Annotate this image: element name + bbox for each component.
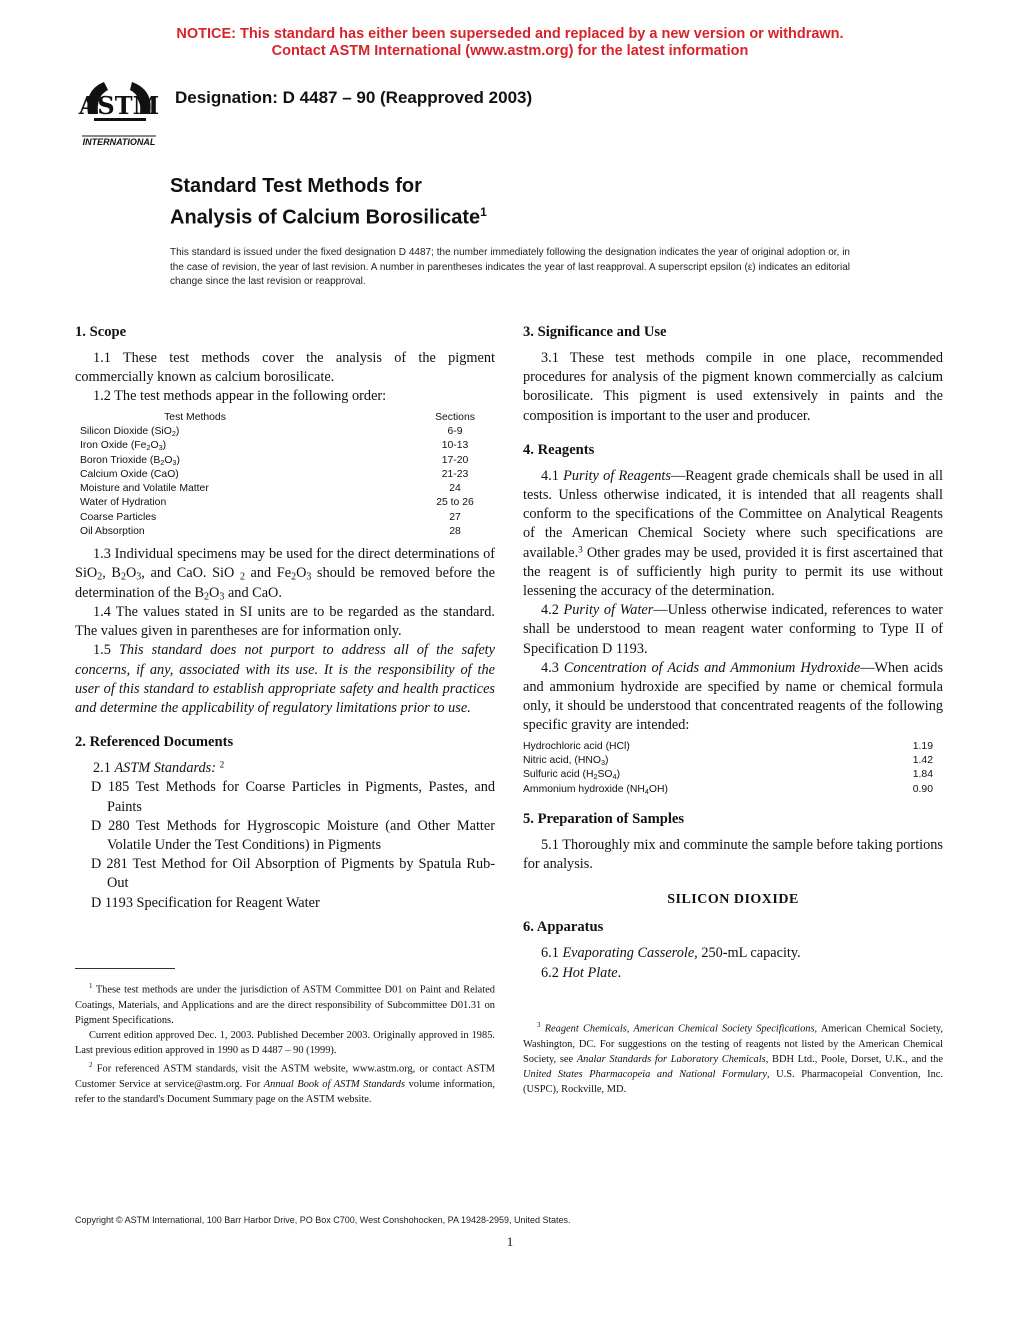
para-text: —When acids and ammonium hydroxide are specified by name or chemical formula only, it should be understood that concentrated reagents of the following specific gravity are intended: bbox=[523, 659, 944, 734]
method-sections: 27 bbox=[449, 511, 461, 523]
footnote-mark: 3 bbox=[578, 544, 583, 555]
reagent-name-mid: SO bbox=[597, 769, 613, 781]
para-title: Evaporating Casserole bbox=[562, 945, 695, 962]
reference-item: D 185 Test Methods for Coarse Particles in Pigments, Pastes, and Paints bbox=[91, 779, 495, 815]
text-run: O bbox=[209, 584, 220, 601]
method-sections: 21-23 bbox=[441, 468, 469, 480]
table-row bbox=[75, 454, 495, 468]
reagents-heading: 4. Reagents bbox=[523, 441, 595, 458]
para-2-1 bbox=[75, 759, 495, 778]
table-row bbox=[523, 783, 943, 797]
method-sections: 24 bbox=[449, 483, 461, 495]
method-sections: 28 bbox=[449, 525, 461, 537]
subscript: 2 bbox=[239, 571, 245, 583]
subscript: 4 bbox=[644, 786, 649, 796]
method-name: Oil Absorption bbox=[80, 525, 145, 537]
subscript: 2 bbox=[593, 772, 598, 782]
subscript: 3 bbox=[172, 457, 177, 467]
specific-gravity: 0.90 bbox=[912, 783, 933, 795]
footnote-text: For referenced ASTM standards, visit the ASTM website, www.astm.org, or contact ASTM Customer Service at service@astm.org. For bbox=[75, 1063, 495, 1091]
footnote-italic: United States Pharmacopeia and National Formulary bbox=[523, 1069, 768, 1081]
footnote-text: , BDH Ltd., Poole, Dorset, U.K., and the bbox=[765, 1053, 943, 1065]
method-name: Calcium Oxide (CaO) bbox=[80, 468, 179, 480]
withdrawn-notice bbox=[0, 26, 1020, 60]
specific-gravity: 1.84 bbox=[912, 769, 933, 781]
para-number: 4.3 bbox=[541, 659, 564, 676]
text-run: , and CaO. SiO bbox=[141, 565, 240, 582]
specific-gravity: 1.19 bbox=[912, 740, 933, 752]
subscript: 3 bbox=[600, 757, 605, 767]
para-number: 4.2 bbox=[541, 602, 564, 619]
text-run: , B bbox=[102, 565, 121, 582]
table-header-methods: Test Methods bbox=[164, 411, 226, 423]
astm-logo bbox=[74, 70, 164, 150]
method-sections: 10-13 bbox=[441, 440, 469, 452]
para-title: Concentration of Acids and Ammonium Hydroxide bbox=[563, 659, 861, 676]
footnote-text: , American Chemical Society, Washington, DC. For suggestions on the testing of reagents not listed by the American Chemical Society, see bbox=[523, 1023, 943, 1065]
text-run: and CaO. bbox=[224, 584, 282, 601]
footnote-italic: Annual Book of ASTM Standards bbox=[263, 1079, 406, 1091]
title-line-2 bbox=[170, 199, 487, 231]
para-title: Purity of Reagents bbox=[563, 467, 671, 484]
subscript: 2 bbox=[146, 443, 151, 453]
test-methods-table bbox=[75, 411, 495, 540]
footnote-2 bbox=[75, 1058, 495, 1107]
para-text: —Unless otherwise indicated, references to water shall be understood to mean reagent water conforming to Type II of Specification D 1193. bbox=[523, 602, 943, 657]
table-row bbox=[75, 496, 495, 510]
para-title: Purity of Water bbox=[563, 602, 654, 619]
method-name-mid: O bbox=[150, 440, 159, 452]
method-sections: 17-20 bbox=[441, 454, 469, 466]
logo-subtitle: INTERNATIONAL bbox=[82, 137, 156, 147]
apparatus-heading: 6. Apparatus bbox=[523, 919, 604, 936]
subscript: 3 bbox=[219, 591, 225, 603]
title-line-1: Standard Test Methods for bbox=[170, 175, 422, 197]
astm-logo-icon bbox=[74, 70, 164, 150]
text-run: should be removed before the determination of the B bbox=[75, 565, 496, 601]
footnote-right bbox=[523, 1018, 943, 1097]
para-1-2: 1.2 The test methods appear in the following order: bbox=[93, 388, 387, 405]
subscript: 3 bbox=[306, 571, 312, 583]
table-row bbox=[523, 740, 943, 754]
silicon-dioxide-heading: SILICON DIOXIDE bbox=[667, 892, 799, 908]
method-name: Moisture and Volatile Matter bbox=[80, 483, 209, 495]
subscript: 3 bbox=[136, 571, 142, 583]
document-title bbox=[170, 173, 487, 231]
footnote-mark: 3 bbox=[537, 1021, 541, 1029]
reagent-name-end: ) bbox=[616, 769, 621, 781]
scope-heading: 1. Scope bbox=[75, 324, 127, 340]
subscript: 2 bbox=[120, 571, 126, 583]
table-header-row bbox=[75, 411, 495, 425]
referenced-heading: 2. Referenced Documents bbox=[75, 734, 234, 751]
para-1-1: 1.1 These test methods cover the analysis of the pigment commercially known as calcium borosilicate. bbox=[75, 350, 495, 386]
method-name-end: ) bbox=[162, 440, 167, 452]
method-name-end: ) bbox=[176, 454, 180, 466]
reference-item: D 1193 Specification for Reagent Water bbox=[91, 894, 320, 911]
para-6-1 bbox=[523, 944, 943, 963]
subscript: 2 bbox=[204, 591, 210, 603]
table-row bbox=[75, 439, 495, 453]
para-1-5 bbox=[75, 641, 495, 718]
para-6-2 bbox=[523, 964, 943, 983]
para-number: 2.1 bbox=[93, 760, 115, 777]
issuance-statement: This standard is issued under the fixed designation D 4487; the number immediately following the designation indicates the year of original adoption or, in the case of revision, the year of last revision. A number in parentheses indicates the year of last reapproval. A superscript epsilon (ε) indicates an editorial change since the last revision or reapproval. bbox=[170, 247, 850, 287]
method-sections: 25 to 26 bbox=[436, 497, 474, 509]
para-number: 6.2 bbox=[541, 964, 563, 981]
table-row bbox=[523, 768, 943, 782]
left-column bbox=[75, 322, 495, 913]
para-text: Other grades may be used, provided it is first ascertained that the reagent is of sufficiently high purity to permit its use without lessening the accuracy of the determination. bbox=[523, 544, 943, 600]
method-name: Boron Trioxide (B bbox=[80, 454, 161, 466]
para-4-2 bbox=[523, 601, 943, 659]
para-5-1: 5.1 Thoroughly mix and comminute the sample before taking portions for analysis. bbox=[523, 836, 943, 873]
table-row bbox=[75, 525, 495, 539]
table-row bbox=[75, 425, 495, 439]
footnote-text: volume information, refer to the standard's Document Summary page on the ASTM website. bbox=[75, 1079, 495, 1106]
preparation-heading: 5. Preparation of Samples bbox=[523, 810, 685, 827]
method-sections: 6-9 bbox=[447, 425, 463, 437]
reagent-name: Ammonium hydroxide (NH bbox=[523, 783, 645, 795]
method-name: Silicon Dioxide (SiO bbox=[80, 425, 172, 437]
table-header-sections: Sections bbox=[435, 411, 475, 423]
footnote-mark: 1 bbox=[89, 982, 93, 990]
designation: Designation: D 4487 – 90 (Reapproved 2003) bbox=[175, 88, 533, 107]
para-3-1: 3.1 These test methods compile in one place, recommended procedures for analysis of the pigment known commercially as calcium borosilicate. This pigment is used extensively in paints and the composition is important to the user and producer. bbox=[523, 350, 943, 424]
reagent-name-end: OH) bbox=[648, 783, 668, 795]
reagent-name: Hydrochloric acid (HCl) bbox=[523, 740, 630, 752]
footnotes-left bbox=[75, 968, 495, 1108]
table-row bbox=[75, 511, 495, 525]
specific-gravity: 1.42 bbox=[912, 754, 933, 766]
subscript: 2 bbox=[171, 428, 176, 438]
footnote-1 bbox=[75, 979, 495, 1028]
para-number: 1.5 bbox=[93, 642, 119, 659]
subscript: 3 bbox=[158, 443, 163, 453]
reference-item: D 281 Test Method for Oil Absorption of Pigments by Spatula Rub-Out bbox=[91, 856, 495, 892]
para-1-3 bbox=[75, 545, 495, 603]
page-number: 1 bbox=[506, 1234, 514, 1249]
table-row bbox=[75, 482, 495, 496]
footnote-italic: Reagent Chemicals, American Chemical Society Specifications bbox=[544, 1023, 815, 1035]
footnote-mark: 2 bbox=[89, 1061, 93, 1070]
footnote-italic: Analar Standards for Laboratory Chemicals bbox=[576, 1053, 766, 1065]
copyright-line: Copyright © ASTM International, 100 Barr Harbor Drive, PO Box C700, West Conshohocken, PA 19428-2959, United States. bbox=[75, 1215, 571, 1225]
subscript: 2 bbox=[291, 571, 297, 583]
logo-letters: ASTM bbox=[78, 91, 160, 120]
text-run: O bbox=[125, 565, 137, 582]
table-row bbox=[523, 754, 943, 768]
reagent-name: Sulfuric acid (H bbox=[523, 769, 594, 781]
footnote-mark: 2 bbox=[219, 760, 225, 771]
notice-line-2: Contact ASTM International (www.astm.org) for the latest information bbox=[271, 43, 749, 59]
reference-list bbox=[75, 778, 495, 912]
footnote-3 bbox=[523, 1018, 943, 1097]
para-number: 6.1 bbox=[541, 945, 563, 962]
notice-line-1: NOTICE: This standard has either been superseded and replaced by a new version or withdrawn. bbox=[176, 26, 844, 42]
subscript: 2 bbox=[97, 571, 103, 583]
footnote-rule bbox=[75, 968, 175, 969]
method-name: Coarse Particles bbox=[80, 511, 157, 523]
method-name-end: ) bbox=[175, 425, 180, 437]
title-line-2-text: Analysis of Calcium Borosilicate bbox=[170, 206, 481, 229]
text-run: O bbox=[296, 565, 307, 582]
para-title: Hot Plate bbox=[562, 964, 618, 981]
significance-heading: 3. Significance and Use bbox=[523, 324, 667, 340]
reagent-name-end: ) bbox=[604, 754, 609, 766]
method-name: Water of Hydration bbox=[80, 497, 167, 509]
footnote-text: These test methods are under the jurisdiction of ASTM Committee D01 on Paint and Related Coatings, Materials, and Applications and are the direct responsibility of Subcommittee D01.31 on Pigment Specifications. bbox=[75, 984, 495, 1026]
para-text: —Reagent grade chemicals shall be used in all tests. Unless otherwise indicated, it is intended that all reagents shall conform to the specifications of the Committee on Analytical Reagents of the American Chemical Society where such specifications are available. bbox=[523, 467, 943, 561]
reference-item: D 280 Test Methods for Hygroscopic Moisture (and Other Matter Volatile Under the Test Conditions) in Pigments bbox=[91, 817, 495, 853]
para-4-1 bbox=[523, 467, 943, 601]
para-text: , 250-mL capacity. bbox=[694, 945, 801, 962]
text-run: and Fe bbox=[244, 565, 292, 582]
footnote-text: , U.S. Pharmacopeial Convention, Inc. (USPC), Rockville, MD. bbox=[523, 1069, 943, 1096]
title-footnote-mark: 1 bbox=[480, 205, 487, 219]
method-name-mid: O bbox=[164, 454, 173, 466]
para-4-3 bbox=[523, 659, 943, 736]
safety-statement: This standard does not purport to address all of the safety concerns, if any, associated with its use. It is the responsibility of the user of this standard to establish appropriate safety and health practices and determine the applicability of regulatory limitations prior to use. bbox=[75, 642, 495, 716]
subscript: 2 bbox=[160, 457, 165, 467]
para-1-4: 1.4 The values stated in SI units are to be regarded as the standard. The values given in parentheses are for information only. bbox=[75, 603, 495, 640]
right-column bbox=[523, 322, 943, 983]
method-name: Iron Oxide (Fe bbox=[80, 440, 147, 452]
astm-standards-label: ASTM Standards: bbox=[114, 760, 216, 777]
specific-gravity-table bbox=[523, 740, 943, 797]
para-number: 4.1 bbox=[541, 467, 564, 484]
text-run: 1.3 Individual specimens may be used for the direct determinations of SiO bbox=[75, 546, 495, 582]
subscript: 4 bbox=[612, 772, 617, 782]
para-text: . bbox=[617, 964, 622, 981]
reagent-name: Nitric acid, (HNO bbox=[523, 754, 601, 766]
table-row bbox=[75, 468, 495, 482]
footnote-1-edition: Current edition approved Dec. 1, 2003. Published December 2003. Originally approved in 1985. Last previous edition approved in 1990 as D 4487 – 90 (1999). bbox=[75, 1030, 495, 1057]
